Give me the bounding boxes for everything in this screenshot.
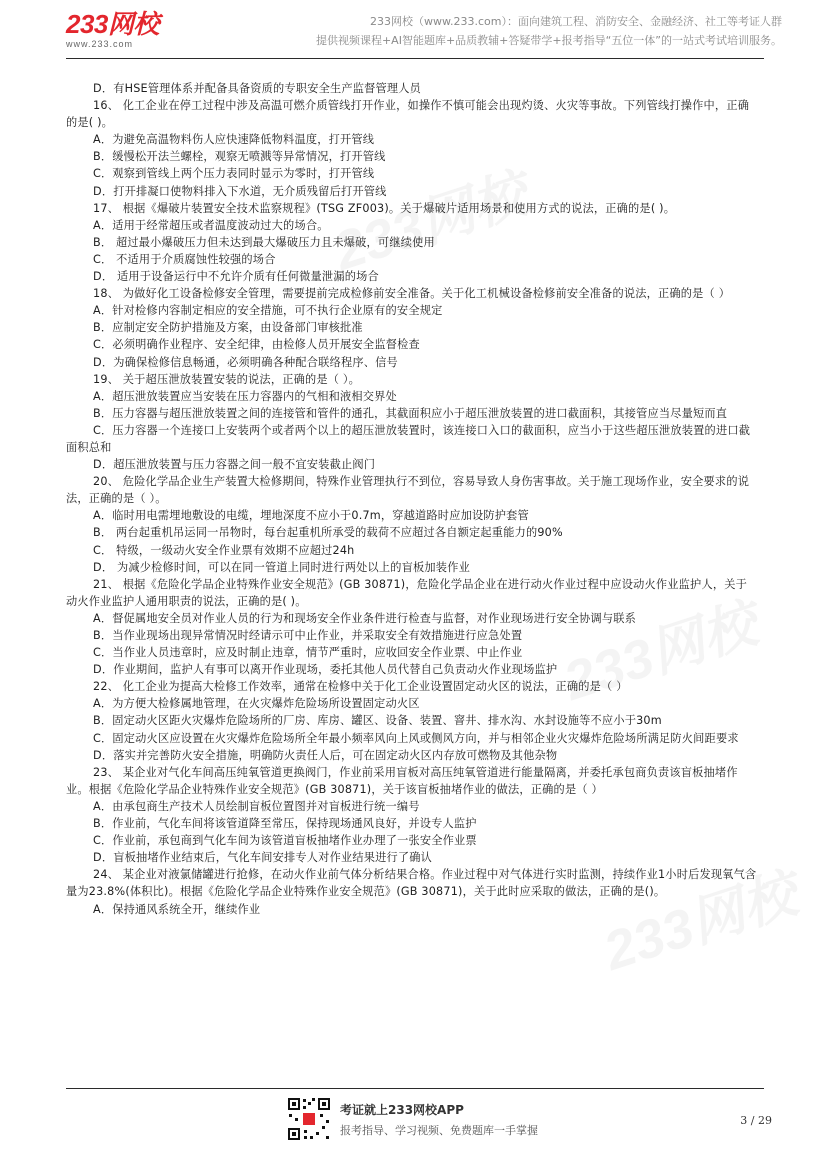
option-a: A．超压泄放装置应当安装在压力容器内的气相和液相交界处 bbox=[93, 389, 397, 403]
question-21: 21、 根据《危险化学品企业特殊作业安全规范》(GB 30871)，危险化学品企业在进行动火作业过程中应设动火作业监护人，关于动火作业监护人通用职责的说法，正确的是( )。 bbox=[66, 577, 747, 608]
question-24: 24、 某企业对液氯储罐进行抢修，在动火作业前气体分析结果合格。作业过程中对气体进行实时监测，持续作业1小时后发现氧气含量为23.8%(体积比)。根据《危险化学品企业特殊作业安全规范》(GB 30871)，关于此时应采取的做法，正确的是()。 bbox=[66, 868, 757, 899]
footer-title[interactable]: 考证就上233网校APP bbox=[340, 1103, 464, 1117]
option-a: A．适用于经常超压或者温度波动过大的场合。 bbox=[93, 218, 329, 232]
option-d: D． 为减少检修时间，可以在同一管道上同时进行两处以上的盲板加装作业 bbox=[93, 560, 470, 574]
option-a: A．保持通风系统全开，继续作业 bbox=[93, 902, 261, 916]
text-line: D．有HSE管理体系并配备具备资质的专职安全生产监督管理人员 bbox=[93, 82, 422, 95]
option-d: D．打开排凝口使物料排入下水道，无介质残留后打开管线 bbox=[93, 184, 387, 198]
question-18: 18、 为做好化工设备检修安全管理，需要提前完成检修前安全准备。关于化工机械设备检修前安全准备的说法，正确的是（ ） bbox=[93, 287, 731, 301]
header-divider bbox=[66, 58, 764, 59]
option-a: A．由承包商生产技术人员绘制盲板位置图并对盲板进行统一编号 bbox=[93, 799, 420, 813]
footer-subtitle: 报考指导、学习视频、免费题库一手掌握 bbox=[340, 1124, 538, 1137]
qr-code-icon[interactable] bbox=[286, 1096, 332, 1142]
option-b: B． 超过最小爆破压力但未达到最大爆破压力且未爆破，可继续使用 bbox=[93, 235, 435, 249]
option-c: C．当作业人员违章时，应及时制止违章，情节严重时，应收回安全作业票、中止作业 bbox=[93, 646, 523, 660]
option-c: C．压力容器一个连接口上安装两个或者两个以上的超压泄放装置时，该连接口入口的截面积，应当小于这些超压泄放装置的进口截面积总和 bbox=[66, 423, 751, 454]
option-a: A．为避免高温物料伤人应快速降低物料温度，打开管线 bbox=[93, 133, 375, 147]
option-d: D．为确保检修信息畅通，必须明确各种配合联络程序、信号 bbox=[93, 355, 398, 369]
option-d: D． 适用于设备运行中不允许介质有任何微量泄漏的场合 bbox=[93, 270, 379, 284]
option-b: B． 两台起重机吊运同一吊物时，每台起重机所承受的载荷不应超过各自额定起重能力的90% bbox=[93, 526, 563, 540]
option-c: C．固定动火区应设置在火灾爆炸危险场所全年最小频率风向上风或侧风方向，并与相邻企业火灾爆炸危险场所满足防火间距要求 bbox=[93, 731, 739, 745]
logo-text: 233网校 bbox=[66, 9, 159, 39]
option-a: A．督促属地安全员对作业人员的行为和现场安全作业条件进行检查与监督，对作业现场进行安全协调与联系 bbox=[93, 611, 637, 625]
question-19: 19、 关于超压泄放装置安装的说法，正确的是（ ）。 bbox=[93, 372, 361, 386]
question-17: 17、 根据《爆破片装置安全技术监察规程》(TSG ZF003)。关于爆破片适用场景和使用方式的说法，正确的是( )。 bbox=[93, 201, 676, 215]
question-16: 16、 化工企业在停工过程中涉及高温可燃介质管线打开作业，如操作不慎可能会出现灼烫、火灾等事故。下列管线打操作中，正确的是( )。 bbox=[66, 99, 750, 130]
option-b: B．压力容器与超压泄放装置之间的连接管和管件的通孔，其截面积应小于超压泄放装置的进口截面积，其接管应当尽量短而直 bbox=[93, 406, 728, 420]
document-body bbox=[66, 80, 758, 918]
option-c: C． 不适用于介质腐蚀性较强的场合 bbox=[93, 252, 276, 266]
option-c: C．必须明确作业程序、安全纪律，由检修人员开展安全监督检查 bbox=[93, 338, 420, 352]
option-d: D．盲板抽堵作业结束后，气化车间安排专人对作业结果进行了确认 bbox=[93, 851, 433, 865]
page-header bbox=[0, 0, 830, 62]
tagline-line-2: 提供视频课程+AI智能题库+品质教辅+答疑带学+报考指导“五位一体”的一站式考试培训服务。 bbox=[315, 34, 782, 47]
brand-logo[interactable] bbox=[66, 10, 159, 49]
option-c: C．作业前，承包商到气化车间为该管道盲板抽堵作业办理了一张安全作业票 bbox=[93, 834, 477, 848]
header-tagline bbox=[316, 12, 782, 50]
question-22: 22、 化工企业为提高大检修工作效率，通常在检修中关于化工企业设置固定动火区的说法，正确的是（ ） bbox=[93, 680, 628, 694]
page-number: 3 / 29 bbox=[740, 1114, 772, 1127]
question-23: 23、 某企业对气化车间高压纯氧管道更换阀门，作业前采用盲板对高压纯氧管道进行能量隔离，并委托承包商负责该盲板抽堵作业。根据《危险化学品企业特殊作业安全规范》(GB 30871)，关于该盲板抽堵作业的做法，正确的是（ ） bbox=[66, 765, 738, 796]
option-d: D．超压泄放装置与压力容器之间一般不宜安装截止阀门 bbox=[93, 458, 376, 472]
footer-divider bbox=[66, 1088, 764, 1089]
option-a: A．针对检修内容制定相应的安全措施，可不执行企业原有的安全规定 bbox=[93, 304, 443, 318]
logo-url: www.233.com bbox=[66, 39, 134, 49]
option-b: B．缓慢松开法兰螺栓，观察无喷溅等异常情况，打开管线 bbox=[93, 150, 386, 164]
option-c: C．观察到管线上两个压力表同时显示为零时，打开管线 bbox=[93, 167, 375, 181]
option-b: B．当作业现场出现异常情况时经请示可中止作业，并采取安全有效措施进行应急处置 bbox=[93, 629, 523, 642]
question-20: 20、 危险化学品企业生产装置大检修期间，特殊作业管理执行不到位，容易导致人身伤害事故。关于施工现场作业，安全要求的说法，正确的是（ ）。 bbox=[66, 475, 750, 506]
option-b: B．作业前，气化车间将该管道降至常压，保持现场通风良好，并设专人监护 bbox=[93, 817, 477, 831]
option-b: B．应制定安全防护措施及方案，由设备部门审核批准 bbox=[93, 321, 363, 335]
option-b: B．固定动火区距火灾爆炸危险场所的厂房、库房、罐区、设备、装置、窨井、排水沟、水封设施等不应小于30m bbox=[93, 714, 662, 728]
option-c: C． 特级，一级动火安全作业票有效期不应超过24h bbox=[93, 543, 355, 557]
option-a: A．临时用电需埋地敷设的电缆，埋地深度不应小于0.7m，穿越道路时应加设防护套管 bbox=[93, 509, 529, 523]
option-a: A．为方便大检修属地管理，在火灾爆炸危险场所设置固定动火区 bbox=[93, 697, 420, 711]
option-d: D．落实并完善防火安全措施，明确防火责任人后，可在固定动火区内存放可燃物及其他杂物 bbox=[93, 748, 558, 762]
tagline-line-1: 233网校（www.233.com）：面向建筑工程、消防安全、金融经济、社工等考证人群 bbox=[370, 15, 782, 28]
option-d: D．作业期间，监护人有事可以离开作业现场，委托其他人员代替自己负责动火作业现场监护 bbox=[93, 663, 558, 677]
